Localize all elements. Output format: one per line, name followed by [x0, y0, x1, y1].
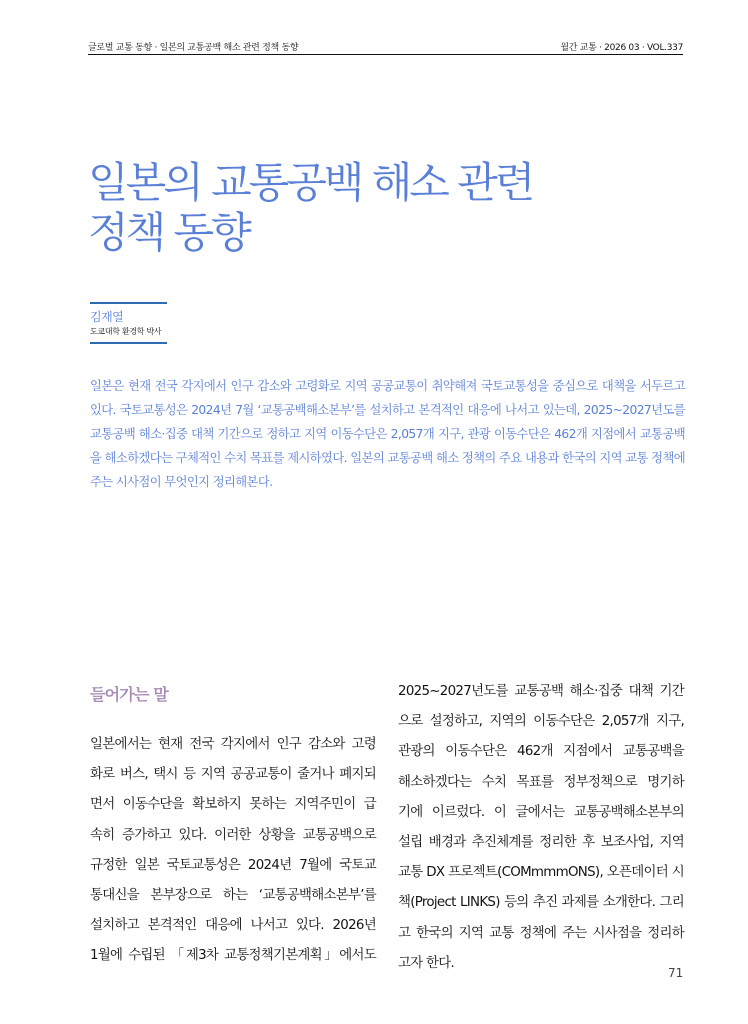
body-line: 으로 설정하고, 지역의 이동수단은 2,057개 지구, — [398, 714, 684, 730]
page-number: 71 — [668, 966, 684, 980]
body-line: 일본에서는 현재 전국 각지에서 인구 감소와 고령 — [90, 737, 376, 752]
author-affiliation: 도쿄대학 환경학 박사 — [90, 327, 162, 336]
body-line: 1월에 수립된 「제3차 교통정책기본계획」에서도 — [90, 948, 376, 964]
article-title — [88, 158, 648, 258]
author-bottom-rule — [90, 342, 167, 344]
body-line: 규정한 일본 국토교통성은 2024년 7월에 국토교 — [90, 857, 376, 873]
body-line: 관광의 이동수단은 462개 지점에서 교통공백을 — [398, 744, 684, 760]
body-line: 속히 증가하고 있다. 이러한 상황을 교통공백으로 — [90, 827, 376, 843]
body-line: 책(Project LINKS) 등의 추진 과제를 소개한다. 그리 — [398, 895, 684, 911]
body-line: 면서 이동수단을 확보하지 못하는 지역주민이 급 — [90, 797, 376, 813]
author-name: 김재열 — [90, 310, 124, 324]
body-line: 2025~2027년도를 교통공백 해소·집중 대책 기간 — [398, 684, 684, 699]
body-line: 고 한국의 지역 교통 정책에 주는 시사점을 정리하 — [398, 925, 684, 941]
article-abstract: 일본은 현재 전국 각지에서 인구 감소와 고령화로 지역 공공교통이 취약해져 국토교통성을 중심으로 대책을 서두르고 있다. 국토교통성은 2024년 7월 ‘교통공백해소본부’를 설치하고 본격적인 대응에 나서고 있는데, 2025~2027년도를 교통공백 해소·집중 대책 기간으로 정하고 지역 이동수단은 2,057개 지구, 관광 이동수단은 462개 지점에서 교통공백을 해소하겠다는 구체적인 수치 목표를 제시하였다. 일본의 교통공백 해소 정책의 주요 내용과 한국의 지역 교통 정책에 주는 시사점이 무엇인지 정리해본다. — [90, 379, 685, 489]
running-header-issue: 월간 교통 · 2026 03 · VOL.337 — [560, 42, 683, 53]
body-line: 설치하고 본격적인 대응에 나서고 있다. 2026년 — [90, 918, 376, 934]
title-line-2: 정책 동향 — [88, 208, 249, 257]
running-header — [88, 36, 683, 56]
body-line: 통대신을 본부장으로 하는 ‘교통공백해소본부’를 — [90, 888, 376, 904]
author-top-rule — [90, 302, 167, 304]
body-line: 설립 배경과 추진체계를 정리한 후 보조사업, 지역 — [398, 835, 684, 851]
body-line: 기에 이르렀다. 이 글에서는 교통공백해소본부의 — [398, 804, 684, 820]
section-heading: 들어가는 말 — [90, 685, 169, 704]
header-divider — [88, 54, 683, 55]
body-line: 고자 한다. — [398, 955, 455, 971]
running-header-section: 글로벌 교통 동향 · 일본의 교통공백 해소 관련 정책 동향 — [88, 42, 299, 53]
body-line: 화로 버스, 택시 등 지역 공공교통이 줄거나 폐지되 — [90, 767, 376, 783]
body-column-right — [398, 677, 684, 979]
body-line: 교통 DX 프로젝트(COMmmmONS), 오픈데이터 시 — [398, 865, 684, 881]
title-line-1: 일본의 교통공백 해소 관련 — [88, 158, 533, 207]
body-line: 해소하겠다는 수치 목표를 정부정책으로 명기하 — [398, 774, 684, 790]
body-column-left — [90, 730, 376, 972]
